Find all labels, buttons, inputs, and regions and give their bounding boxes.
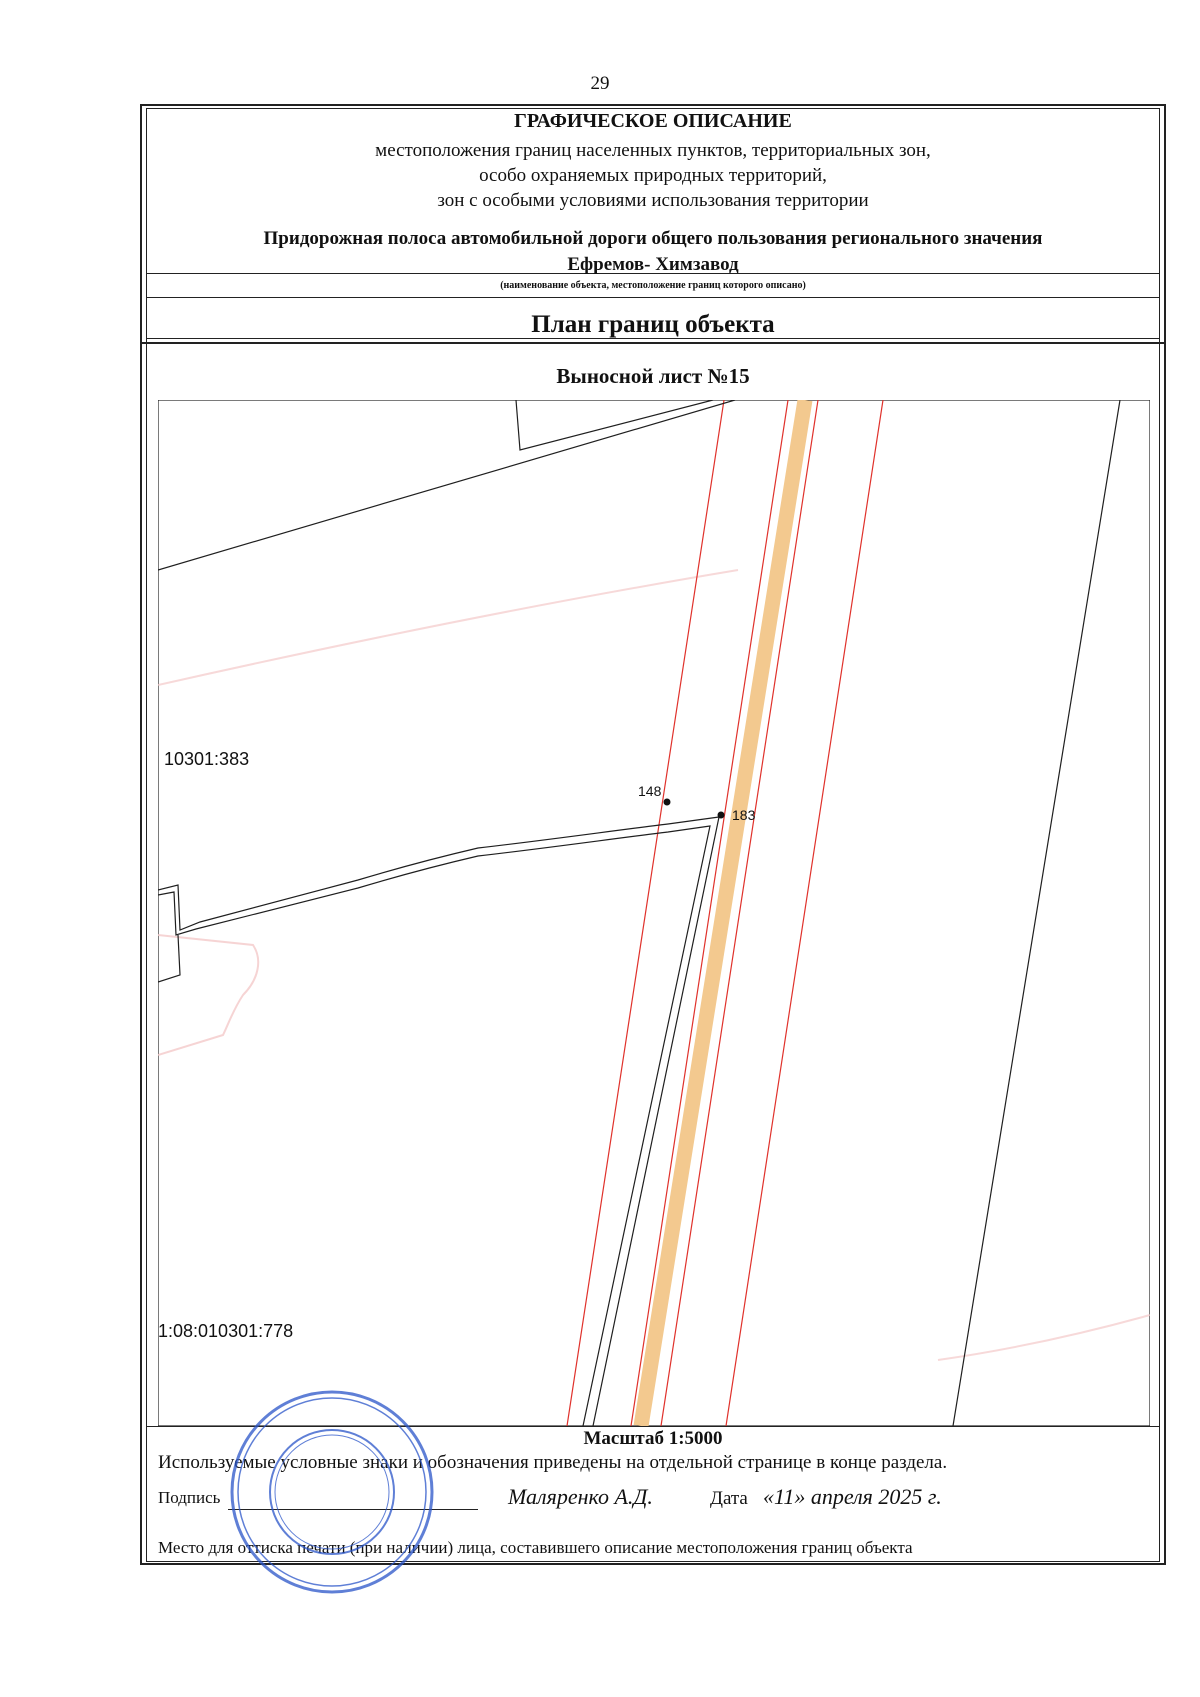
point-label: 148 [638, 783, 662, 799]
parcel-label: 1:08:010301:778 [158, 1321, 294, 1341]
seal-ring [275, 1435, 389, 1549]
boundary-point [718, 812, 725, 819]
seal-ring [232, 1392, 432, 1592]
legend-note: Используемые условные знаки и обозначения приведены на отдельной странице в конце раздела. [158, 1452, 948, 1473]
object-name-line: Придорожная полоса автомобильной дороги общего пользования регионального значения [263, 228, 1043, 249]
boundary-point [664, 799, 671, 806]
seal-ring [238, 1398, 426, 1586]
scale-label: Масштаб 1:5000 [583, 1428, 723, 1449]
divider [146, 297, 1160, 298]
parcel-label: 10301:383 [164, 749, 250, 769]
signer-name: Маляренко А.Д. [508, 1484, 653, 1509]
subtitle-line: особо охраняемых природных территорий, [479, 165, 827, 186]
object-name [146, 226, 1160, 278]
boundary-map [158, 400, 1150, 1426]
point-label: 183 [732, 807, 756, 823]
subtitle-line: местоположения границ населенных пунктов, территориальных зон, [375, 140, 931, 161]
seal-rings [232, 1392, 432, 1592]
object-name-line: Ефремов- Химзавод [567, 254, 739, 275]
subtitle-line: зон с особыми условиями использования территории [437, 190, 869, 211]
divider [140, 342, 1166, 344]
seal-ring [270, 1430, 394, 1554]
stamp-note: Место для оттиска печати (при наличии) лица, составившего описание местоположения границ объекта [158, 1538, 913, 1557]
plan-title: План границ объекта [531, 311, 775, 338]
page-number: 29 [590, 73, 610, 94]
sheet-title: Выносной лист №15 [556, 364, 750, 388]
date-label: Дата [710, 1488, 748, 1509]
object-caption: (наименование объекта, местоположение границ которого описано) [500, 280, 806, 291]
signature-label: Подпись [158, 1488, 221, 1507]
document-title: ГРАФИЧЕСКОЕ ОПИСАНИЕ [514, 110, 792, 132]
date-value: «11» апреля 2025 г. [763, 1484, 942, 1509]
seal-stamp [225, 1385, 440, 1600]
